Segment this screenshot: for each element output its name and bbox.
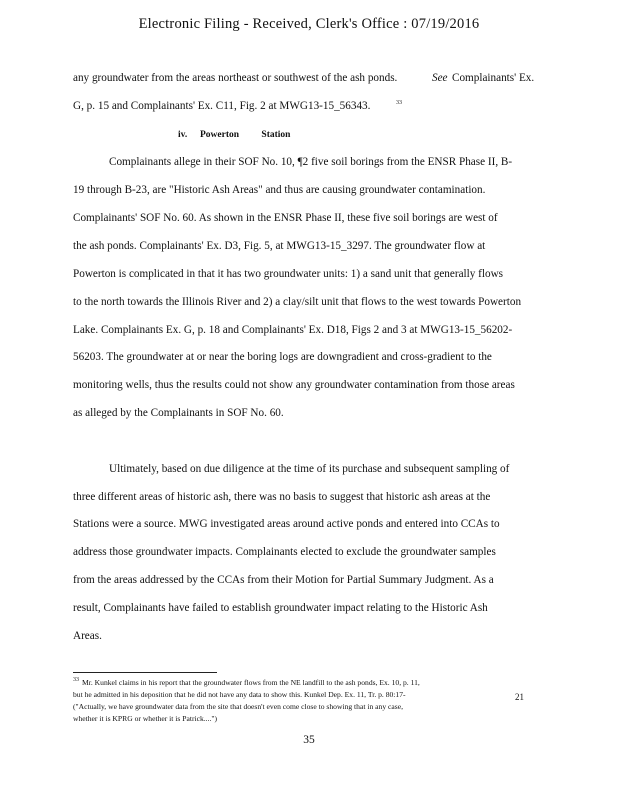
- body-line: Complainants' SOF No. 60. As shown in the ENSR Phase II, these five soil borings are west of: [73, 212, 498, 224]
- section-number: iv.: [178, 130, 188, 140]
- body-line: result, Complainants have failed to establish groundwater impact relating to the Historic Ash: [73, 602, 488, 614]
- body-line: G, p. 15 and Complainants' Ex. C11, Fig. 2 at MWG13-15_56343.: [73, 100, 371, 112]
- footnote-reference: 33: [396, 100, 402, 106]
- filing-header: Electronic Filing - Received, Clerk's Office : 07/19/2016: [138, 16, 480, 32]
- body-line: Powerton is complicated in that it has two groundwater units: 1) a sand unit that generally flows: [73, 268, 504, 280]
- section-heading: Powerton Station: [200, 130, 291, 140]
- footnote-line: Mr. Kunkel claims in his report that the groundwater flows from the NE landfill to the ash ponds, Ex. 10, p. 11,: [82, 678, 420, 687]
- footnote-line: but he admitted in his deposition that he did not have any data to show this. Kunkel Dep. Ex. 11, Tr. p. 80:17-: [73, 690, 406, 699]
- side-number: 21: [515, 692, 524, 702]
- citation-signal: See: [432, 72, 448, 84]
- body-line: as alleged by the Complainants in SOF No. 60.: [73, 407, 284, 419]
- footnote-number: 33: [73, 677, 79, 683]
- body-line: Complainants allege in their SOF No. 10, ¶2 five soil borings from the ENSR Phase II, B-: [109, 156, 513, 168]
- body-line: to the north towards the Illinois River and 2) a clay/silt unit that flows to the west towards Powerton: [73, 296, 522, 308]
- body-line: 56203. The groundwater at or near the boring logs are downgradient and cross-gradient to the: [73, 351, 492, 363]
- page-number: 35: [303, 734, 315, 746]
- body-line: three different areas of historic ash, there was no basis to suggest that historic ash areas at the: [73, 491, 491, 503]
- footnote-line: ("Actually, we have groundwater data from the site that doesn't even come close to showing that in any case,: [73, 702, 403, 711]
- body-line: monitoring wells, thus the results could not show any groundwater contamination from those areas: [73, 379, 515, 391]
- body-line: address those groundwater impacts. Complainants elected to exclude the groundwater samples: [73, 546, 496, 558]
- footnote-line: whether it is KPRG or whether it is Patrick...."): [73, 714, 217, 723]
- body-line: Lake. Complainants Ex. G, p. 18 and Complainants' Ex. D18, Figs 2 and 3 at MWG13-15_56202-: [73, 324, 513, 336]
- body-line: any groundwater from the areas northeast or southwest of the ash ponds.: [73, 72, 398, 84]
- body-line: Complainants' Ex.: [452, 72, 535, 84]
- body-line: from the areas addressed by the CCAs from their Motion for Partial Summary Judgment. As a: [73, 574, 494, 586]
- body-line: Areas.: [73, 630, 102, 642]
- body-line: 19 through B-23, are "Historic Ash Areas" and thus are causing groundwater contamination.: [73, 184, 486, 196]
- body-line: Stations were a source. MWG investigated areas around active ponds and entered into CCAs to: [73, 518, 500, 530]
- body-line: Ultimately, based on due diligence at the time of its purchase and subsequent sampling of: [109, 463, 510, 475]
- body-line: the ash ponds. Complainants' Ex. D3, Fig. 5, at MWG13-15_3297. The groundwater flow at: [73, 240, 486, 252]
- footnote-separator: [73, 672, 217, 673]
